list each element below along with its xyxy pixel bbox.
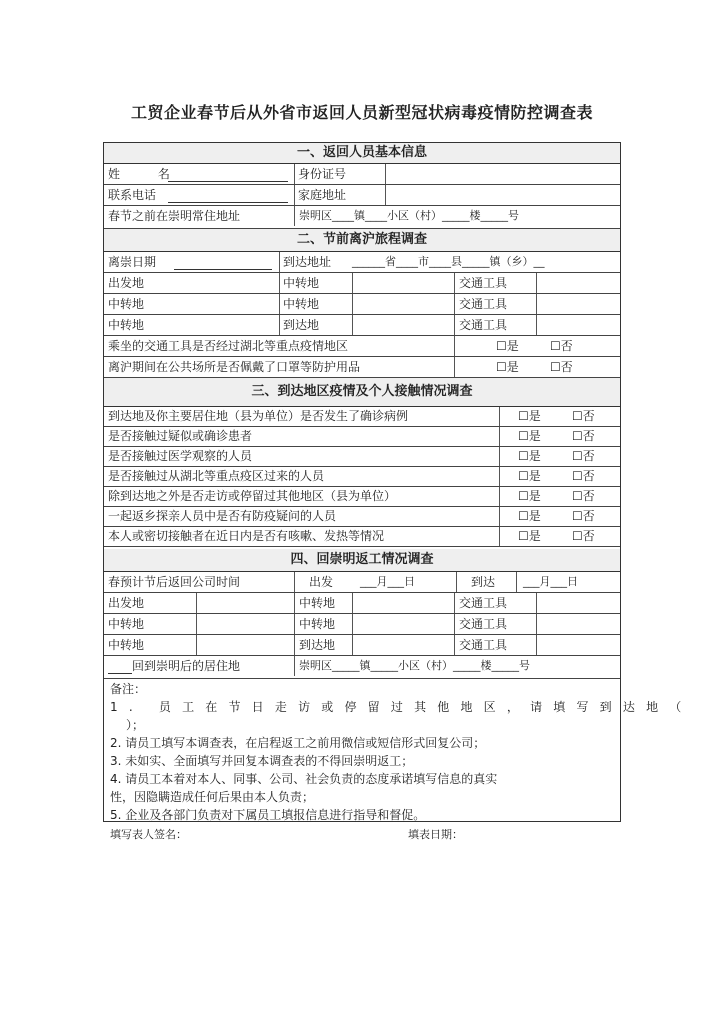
yes-checkbox[interactable]: ☐是 (496, 360, 519, 374)
arrive-label: 到达地 (279, 315, 319, 335)
yes-checkbox[interactable]: ☐是 (499, 467, 541, 486)
question-text: 除到达地之外是否走访或停留过其他地区（县为单位） (108, 489, 397, 503)
residence-label: 回到崇明后的居住地 (108, 656, 240, 676)
transfer-label: 中转地 (294, 593, 335, 613)
row-return-time (104, 572, 620, 593)
row-residence (104, 656, 620, 679)
home-field[interactable] (385, 185, 620, 205)
question-text: 本人或密切接触者在近日内是否有咳嗽、发热等情况 (108, 529, 385, 543)
no-checkbox[interactable]: ☐否 (572, 429, 595, 443)
transport-field[interactable] (536, 593, 620, 613)
row-s2-arrive (104, 315, 620, 336)
question-row (104, 407, 620, 427)
signer-label: 填写表人签名： (110, 828, 187, 841)
yes-checkbox[interactable]: ☐是 (496, 339, 519, 353)
question-row (104, 507, 620, 527)
no-checkbox[interactable]: ☐否 (550, 360, 573, 374)
transport-field-2[interactable] (536, 294, 620, 314)
note-4-cont: 性，因隐瞒造成任何后果由本人负责； (110, 790, 315, 804)
depart-label: 出发地 (108, 276, 145, 290)
row-s2-depart (104, 273, 620, 294)
row-s4-transfer (104, 614, 620, 635)
arrive-address-label: 到达地址 (279, 252, 331, 272)
yes-checkbox[interactable]: ☐是 (499, 507, 541, 526)
return-time-label: 春预计节后返回公司时间 (108, 575, 241, 589)
note-2: 2. 请员工填写本调查表，在启程返工之前用微信或短信形式回复公司； (110, 736, 486, 750)
leave-date-label: 离崇日期 (108, 255, 157, 269)
arrive-address-field[interactable]: ______省____市____县_____镇（乡）__ (352, 255, 545, 268)
question-row (104, 427, 620, 447)
name-label: 姓 名 (108, 167, 187, 181)
note-3: 3. 未如实、全面填写并回复本调查表的不得回崇明返工； (110, 754, 414, 768)
no-checkbox[interactable]: ☐否 (572, 509, 595, 523)
fill-date-label: 填表日期： (408, 828, 463, 841)
no-checkbox[interactable]: ☐否 (572, 449, 595, 463)
notes-heading: 备注： (110, 682, 147, 696)
yes-checkbox[interactable]: ☐是 (499, 447, 541, 466)
question-text: 一起返乡探亲人员中是否有防疫疑问的人员 (108, 509, 337, 523)
question-row (104, 487, 620, 507)
name-field[interactable] (168, 164, 293, 184)
survey-form (103, 142, 693, 822)
no-checkbox[interactable]: ☐否 (572, 469, 595, 483)
transfer-label-3: 中转地 (108, 318, 145, 332)
row-leave-date (104, 252, 620, 273)
answer-gap (454, 357, 495, 377)
row-s4-depart (104, 593, 620, 614)
depart-label: 出发地 (108, 596, 145, 610)
section-1-heading: 一、返回人员基本信息 (104, 143, 620, 164)
transfer-label: 中转地 (108, 297, 145, 311)
depart-field[interactable] (196, 593, 293, 613)
transfer-field-3[interactable] (196, 635, 293, 655)
transfer-label: 中转地 (108, 617, 145, 631)
question-row (104, 527, 620, 547)
yes-checkbox[interactable]: ☐是 (499, 487, 541, 506)
page-title: 工贸企业春节后从外省市返回人员新型冠状病毒疫情防控调查表 (130, 103, 593, 122)
transport-field-2[interactable] (536, 614, 620, 634)
note-1-cont: ）； (126, 718, 145, 732)
id-field[interactable] (385, 164, 620, 184)
note-5: 5. 企业及各部门负责对下属员工填报信息进行指导和督促。 (110, 808, 426, 822)
question-row (104, 447, 620, 467)
question-text: 乘坐的交通工具是否经过湖北等重点疫情地区 (108, 339, 349, 353)
no-checkbox[interactable]: ☐否 (572, 489, 595, 503)
depart-time-label: 出发 (294, 572, 333, 592)
no-checkbox[interactable]: ☐否 (550, 339, 573, 353)
no-checkbox[interactable]: ☐否 (572, 409, 595, 423)
transfer-label-3: 中转地 (108, 638, 145, 652)
phone-field[interactable] (168, 185, 293, 205)
transfer-label: 中转地 (279, 273, 319, 293)
arrive-time-label: 到达 (456, 572, 495, 592)
transport-label-2: 交通工具 (454, 614, 507, 634)
question-text: 是否接触过疑似或确诊患者 (108, 429, 253, 443)
transfer-field-2[interactable] (352, 614, 453, 634)
transport-label: 交通工具 (454, 593, 507, 613)
note-4: 4. 请员工本着对本人、同事、公司、社会负责的态度承诺填写信息的真实 (110, 772, 498, 786)
arrive-label: 到达地 (294, 635, 335, 655)
yes-checkbox[interactable]: ☐是 (499, 427, 541, 446)
arrive-field[interactable] (352, 635, 453, 655)
note-1: 1. 员工在节日走访或停留过其他地区，请填写到达地（ (110, 700, 693, 714)
row-address (104, 206, 620, 229)
transport-label: 交通工具 (454, 273, 507, 293)
question-text: 是否接触过医学观察的人员 (108, 449, 253, 463)
transport-field-3[interactable] (536, 315, 620, 335)
row-s4-arrive (104, 635, 620, 656)
id-label: 身份证号 (294, 164, 358, 184)
no-checkbox[interactable]: ☐否 (572, 529, 595, 543)
transport-label-3: 交通工具 (454, 635, 507, 655)
section-3-heading: 三、到达地区疫情及个人接触情况调查 (104, 378, 620, 407)
address-field[interactable]: 崇明区____镇____小区（村）_____楼_____号 (294, 206, 519, 226)
transfer-field[interactable] (352, 273, 453, 293)
section-2-heading: 二、节前离沪旅程调查 (104, 229, 620, 252)
transfer-label-2: 中转地 (294, 614, 335, 634)
transfer-field[interactable] (352, 593, 453, 613)
row-s2-q1 (104, 336, 620, 357)
answer-gap (454, 336, 495, 356)
transport-field[interactable] (536, 273, 620, 293)
yes-checkbox[interactable]: ☐是 (499, 527, 541, 546)
yes-checkbox[interactable]: ☐是 (499, 407, 541, 426)
notes (110, 680, 693, 824)
row-s2-q2 (104, 357, 620, 378)
arrive-date-field[interactable]: ___月___日 (516, 572, 578, 592)
section-4-heading: 四、回崇明返工情况调查 (104, 549, 620, 572)
home-label: 家庭地址 (294, 185, 358, 205)
question-row (104, 467, 620, 487)
row-s2-transfer (104, 294, 620, 315)
transport-field-3[interactable] (536, 635, 620, 655)
transport-label-2: 交通工具 (454, 294, 507, 314)
transport-label-3: 交通工具 (454, 315, 507, 335)
question-text: 是否接触过从湖北等重点疫区过来的人员 (108, 469, 325, 483)
depart-date-field[interactable]: ___月___日 (360, 575, 415, 588)
question-text: 离沪期间在公共场所是否佩戴了口罩等防护用品 (108, 360, 361, 374)
leave-date-field[interactable] (174, 252, 274, 272)
residence-field[interactable]: 崇明区_____镇_____小区（村）_____楼_____号 (294, 656, 530, 676)
address-label: 春节之前在崇明常住地址 (108, 209, 241, 223)
phone-label: 联系电话 (108, 188, 157, 202)
transfer-field[interactable] (196, 614, 293, 634)
transfer-label-2: 中转地 (279, 294, 319, 314)
transfer-field-2[interactable] (352, 294, 453, 314)
arrive-field[interactable] (352, 315, 453, 335)
row-name (104, 164, 620, 185)
question-text: 到达地及你主要居住地（县为单位）是否发生了确诊病例 (108, 409, 409, 423)
row-phone (104, 185, 620, 206)
